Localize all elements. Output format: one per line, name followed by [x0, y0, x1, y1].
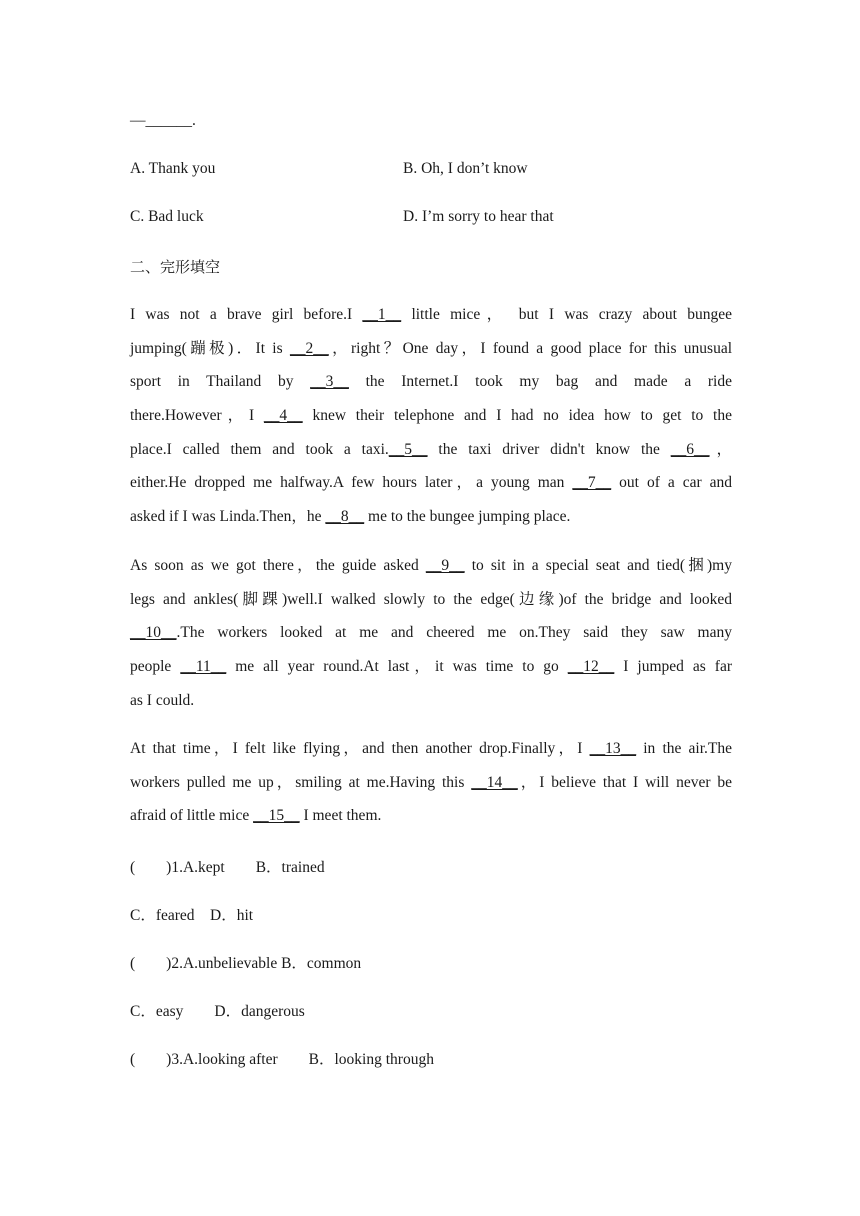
blank: __14__: [471, 773, 518, 791]
blank: __10__: [130, 624, 177, 642]
passage-line: [130, 732, 732, 766]
passage-text: me to the bungee jumping place.: [364, 508, 571, 526]
passage-line: [130, 332, 732, 366]
passage-line: [130, 500, 732, 534]
blank: __9__: [425, 557, 465, 574]
passage-line: [130, 298, 732, 332]
option-d: D. I’m sorry to hear that: [403, 208, 554, 225]
passage-text: ，I believe that I will never be: [517, 773, 732, 791]
passage-line: [130, 799, 732, 833]
passage-paragraph-1: [130, 298, 732, 534]
passage-text: At that time，I felt like flying，and then another drop.Finally，I: [130, 740, 590, 757]
passage-text: asked if I was Linda.Then，he: [130, 508, 326, 526]
passage-text: as I could.: [130, 691, 195, 709]
passage-text: to sit in a special seat and tied(捆)my: [464, 557, 732, 574]
passage-text: sport in Thailand by: [130, 373, 311, 391]
passage-text: legs and ankles(脚踝)well.I walked slowly to the edge(边缘)of the bridge and looked: [130, 590, 732, 608]
passage-text: As soon as we got there，the guide asked: [130, 557, 426, 574]
passage-text: I meet them.: [299, 807, 382, 825]
passage-text: the taxi driver didn't know the: [427, 440, 671, 458]
passage-text: in the air.The: [636, 740, 732, 757]
blank: __5__: [388, 440, 428, 458]
blank: __12__: [567, 658, 615, 676]
passage-line: [130, 399, 732, 433]
passage-line: [130, 583, 732, 617]
blank: __2__: [289, 339, 329, 357]
passage-text: ，: [709, 440, 732, 458]
option-a: A. Thank you: [130, 160, 216, 177]
passage-text: out of a car and: [611, 474, 733, 492]
question-1-line-2: C．feared D．hit: [130, 907, 254, 924]
question-stem: —______.: [130, 112, 196, 129]
passage-text: ，right？One day，I found a good place for this unusual: [328, 339, 732, 357]
blank: __11__: [180, 658, 227, 676]
passage-text: afraid of little mice: [130, 807, 254, 825]
option-row-cd: [130, 208, 732, 226]
passage-text: me all year round.At last，it was time to go: [226, 658, 568, 676]
option-b: B. Oh, I don’t know: [403, 160, 528, 177]
passage-line: [130, 365, 732, 399]
question-3-line-1: ( )3.A.looking after B．looking through: [130, 1051, 434, 1068]
passage-text: I was not a brave girl before.I: [130, 306, 363, 323]
passage-line: [130, 466, 732, 500]
passage-text: people: [130, 658, 181, 676]
blank: __6__: [670, 440, 710, 458]
passage-text: little mice， but I was crazy about bungee: [401, 306, 732, 323]
question-2-line-1: ( )2.A.unbelievable B．common: [130, 955, 362, 972]
passage-text: the Internet.I took my bag and made a ride: [348, 373, 732, 391]
blank: __1__: [362, 306, 402, 323]
passage-text: place.I called them and took a taxi.: [130, 440, 389, 458]
passage-line: [130, 433, 732, 467]
passage-line: [130, 549, 732, 583]
blank: __8__: [325, 508, 365, 526]
passage-text: knew their telephone and I had no idea how to get to the: [302, 407, 732, 425]
question-2-line-2: C．easy D．dangerous: [130, 1003, 305, 1020]
passage-text: either.He dropped me halfway.A few hours later，a young man: [130, 474, 573, 492]
blank: __3__: [310, 373, 349, 391]
passage-line: [130, 650, 732, 684]
passage-text: jumping(蹦极)．It is: [130, 339, 290, 357]
section-title: 二、完形填空: [130, 258, 221, 276]
passage-paragraph-2: [130, 549, 732, 717]
blank: __13__: [589, 740, 637, 757]
passage-text: .The workers looked at me and cheered me on.They said they saw many: [176, 624, 732, 642]
blank: __7__: [572, 474, 612, 492]
passage-line: [130, 684, 732, 718]
passage-text: there.However，I: [130, 407, 264, 425]
blank: __4__: [263, 407, 303, 425]
passage-text: workers pulled me up，smiling at me.Having this: [130, 773, 472, 791]
question-1-line-1: ( )1.A.kept B．trained: [130, 859, 325, 876]
passage-paragraph-3: [130, 732, 732, 833]
option-row-ab: [130, 160, 732, 178]
passage-text: I jumped as far: [614, 658, 732, 676]
passage-line: [130, 616, 732, 650]
passage-line: [130, 766, 732, 800]
blank: __15__: [253, 807, 300, 825]
option-c: C. Bad luck: [130, 208, 204, 225]
